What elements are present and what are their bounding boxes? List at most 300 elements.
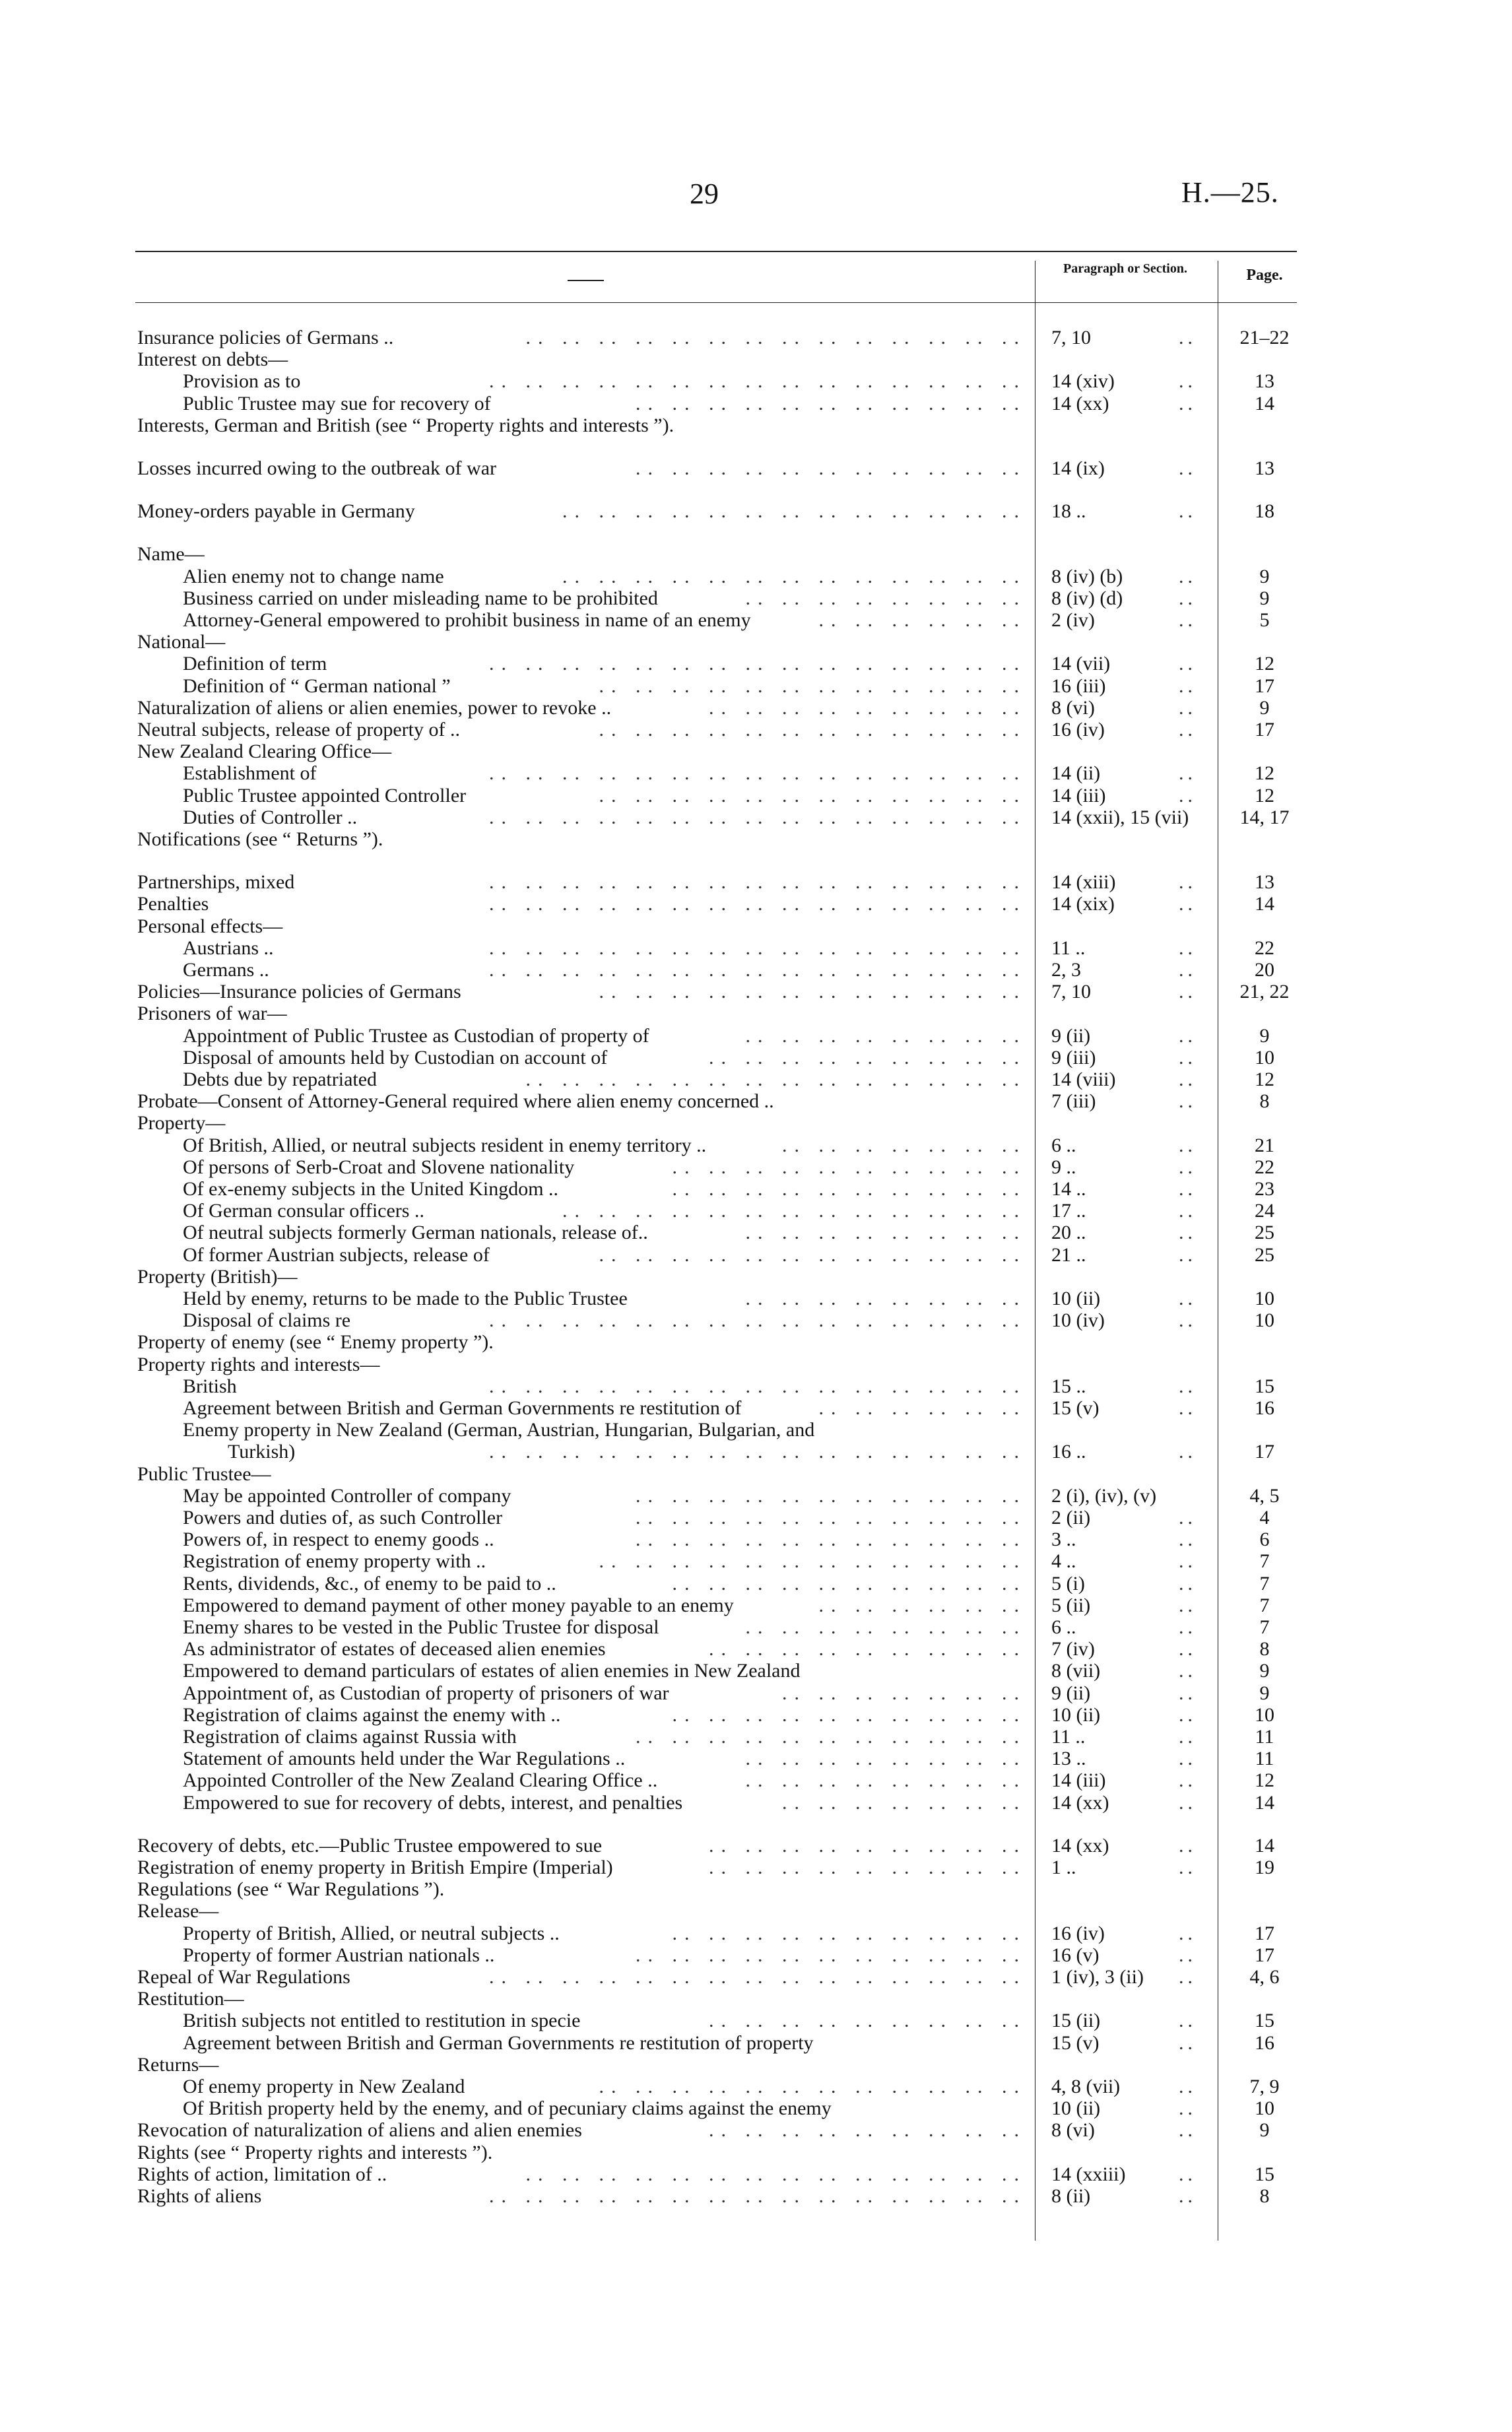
- entry-label: Held by enemy, returns to be made to the Public Trustee: [183, 1288, 628, 1309]
- entry-label: Definition of term: [183, 653, 327, 674]
- leader-dots: .. .. .. .. .. .. .. .. ..: [709, 2010, 1026, 2031]
- entry-label: Statement of amounts held under the War Regulations ..: [183, 1748, 626, 1769]
- entry-paragraph: 15 ..: [1051, 1375, 1086, 1397]
- leader-dots: .. .. .. .. .. .. .. .. .. .. ..: [636, 1485, 1026, 1507]
- entry-page: 18: [1255, 500, 1274, 522]
- leader-dots: .. .. .. .. .. .. .. .. .. ..: [672, 1573, 1026, 1594]
- leader-dots: ..: [1179, 457, 1197, 479]
- leader-dots: .. .. .. .. .. .. ..: [782, 1792, 1026, 1814]
- index-entry: [0, 1156, 1512, 1178]
- entry-paragraph: 14 (xx): [1051, 1835, 1109, 1857]
- entry-page: 21: [1255, 1134, 1274, 1156]
- leader-dots: .. .. .. .. .. .. .. .. .. .. ..: [636, 1528, 1026, 1550]
- index-entry: [0, 1134, 1512, 1156]
- entry-label: Of British property held by the enemy, and of pecuniary claims against the enemy: [183, 2097, 832, 2119]
- leader-dots: ..: [1179, 393, 1197, 414]
- entry-label: Of British, Allied, or neutral subjects resident in enemy territory ..: [183, 1134, 707, 1156]
- leader-dots: .. .. .. .. .. .. .. .. ..: [709, 1047, 1026, 1068]
- leader-dots: ..: [1179, 697, 1197, 719]
- entry-paragraph: 9 ..: [1051, 1156, 1076, 1178]
- index-entry: [0, 871, 1512, 893]
- entry-paragraph: 15 (v): [1051, 1397, 1100, 1419]
- entry-page: 15: [1255, 2163, 1274, 2185]
- index-entry: [0, 1966, 1512, 1988]
- entry-label: Property—: [137, 1112, 226, 1134]
- entry-label: Public Trustee may sue for recovery of: [183, 393, 491, 414]
- index-entry: [0, 981, 1512, 1002]
- leader-dots: .. .. .. .. .. .. .. ..: [745, 1025, 1026, 1047]
- index-entry: [0, 1112, 1512, 1134]
- entry-label: Losses incurred owing to the outbreak of war: [137, 457, 497, 479]
- entry-label: Rights of action, limitation of ..: [137, 2163, 387, 2185]
- leader-dots: .. .. .. .. .. .. .. .. ..: [709, 1835, 1026, 1857]
- entry-label: Alien enemy not to change name: [183, 566, 444, 587]
- entry-label: Property of British, Allied, or neutral subjects ..: [183, 1923, 560, 1944]
- entry-paragraph: 10 (ii): [1051, 1288, 1101, 1309]
- leader-dots: ..: [1179, 1748, 1197, 1769]
- entry-label: Of ex-enemy subjects in the United Kingdom ..: [183, 1178, 559, 1200]
- entry-paragraph: 8 (ii): [1051, 2185, 1091, 2207]
- leader-dots: .. .. .. .. .. .. .. .. .. .. .. .. .. ..: [525, 1068, 1026, 1090]
- entry-page: 10: [1255, 2097, 1274, 2119]
- leader-dots: .. .. .. .. .. .. .. .. .. .. .. .. .. .. ..: [489, 653, 1026, 674]
- index-entry: [0, 1441, 1512, 1462]
- entry-page: 15: [1255, 2010, 1274, 2031]
- entry-label: Appointment of Public Trustee as Custodian of property of: [183, 1025, 649, 1047]
- leader-dots: ..: [1179, 959, 1197, 981]
- leader-dots: .. .. .. .. .. .. .. .. .. .. .. .. ..: [562, 566, 1026, 587]
- entry-paragraph: 6 ..: [1051, 1134, 1076, 1156]
- leader-dots: .. .. .. .. .. .. .. .. .. .. .. .. .. .. ..: [489, 1309, 1026, 1331]
- index-entry: [0, 1068, 1512, 1090]
- index-entry: [0, 1878, 1512, 1900]
- entry-label: Attorney-General empowered to prohibit business in name of an enemy: [183, 609, 751, 631]
- index-entry: [0, 828, 1512, 850]
- entry-page: 19: [1255, 1857, 1274, 1878]
- entry-paragraph: 16 (iv): [1051, 719, 1105, 740]
- entry-page: 22: [1255, 937, 1274, 959]
- index-entry: [0, 2076, 1512, 2097]
- entry-paragraph: 21 ..: [1051, 1244, 1086, 1266]
- index-entry: [0, 2142, 1512, 2163]
- leader-dots: .. .. .. .. .. .. .. .. .. .. .. .. .. .. ..: [489, 937, 1026, 959]
- leader-dots: ..: [1179, 566, 1197, 587]
- entry-paragraph: 20 ..: [1051, 1222, 1086, 1243]
- entry-page: 22: [1255, 1156, 1274, 1178]
- entry-page: 16: [1255, 1397, 1274, 1419]
- entry-paragraph: 14 (xiii): [1051, 871, 1116, 893]
- entry-label: Business carried on under misleading name to be prohibited: [183, 587, 658, 609]
- entry-label: Empowered to demand particulars of estates of alien enemies in New Zealand: [183, 1660, 801, 1682]
- entry-page: 9: [1259, 1682, 1270, 1704]
- entry-page: 10: [1255, 1047, 1274, 1068]
- leader-dots: ..: [1179, 2010, 1197, 2031]
- leader-dots: .. .. .. .. .. .. .. .. ..: [709, 697, 1026, 719]
- index-entry: [0, 327, 1512, 348]
- index-entry: [0, 587, 1512, 609]
- entry-paragraph: 14 (xiv): [1051, 370, 1115, 392]
- leader-dots: .. .. .. .. .. .. .. .. .. .. .. .. .. .. ..: [489, 1375, 1026, 1397]
- index-entry: [0, 500, 1512, 522]
- index-entry: [0, 2097, 1512, 2119]
- page-number: 29: [690, 178, 719, 210]
- leader-dots: ..: [1179, 1090, 1197, 1112]
- entry-paragraph: 14 (xxii), 15 (vii): [1051, 806, 1189, 828]
- entry-label: Public Trustee appointed Controller: [183, 785, 467, 806]
- index-entry: [0, 1507, 1512, 1528]
- entry-paragraph: 6 ..: [1051, 1616, 1076, 1638]
- entry-label: Registration of claims against the enemy with ..: [183, 1704, 561, 1726]
- leader-dots: ..: [1179, 937, 1197, 959]
- leader-dots: ..: [1179, 1769, 1197, 1791]
- entry-label: Policies—Insurance policies of Germans: [137, 981, 461, 1002]
- entry-page: 14: [1255, 393, 1274, 414]
- leader-dots: .. .. .. .. .. .. .. ..: [745, 1222, 1026, 1243]
- entry-paragraph: 8 (vii): [1051, 1660, 1101, 1682]
- entry-paragraph: 16 (iii): [1051, 675, 1106, 697]
- entry-page: 5: [1259, 609, 1270, 631]
- leader-dots: ..: [1179, 871, 1197, 893]
- leader-dots: .. .. .. .. .. .. .. .. .. .. ..: [636, 393, 1026, 414]
- entry-page: 6: [1259, 1528, 1270, 1550]
- leader-dots: .. .. .. .. .. .. .. .. .. .. .. ..: [599, 785, 1026, 806]
- entry-label: Personal effects—: [137, 915, 283, 937]
- entry-label: Of persons of Serb-Croat and Slovene nationality: [183, 1156, 575, 1178]
- leader-dots: .. .. .. .. .. .. .. .. .. ..: [672, 1923, 1026, 1944]
- index-entry: [0, 2054, 1512, 2076]
- entry-label: Enemy shares to be vested in the Public Trustee for disposal: [183, 1616, 659, 1638]
- entry-page: 11: [1255, 1748, 1274, 1769]
- index-entry: [0, 1594, 1512, 1616]
- index-entry: [0, 1835, 1512, 1857]
- leader-dots: ..: [1179, 1375, 1197, 1397]
- index-entry: [0, 719, 1512, 740]
- entry-paragraph: 14 (iii): [1051, 785, 1106, 806]
- index-entry: [0, 959, 1512, 981]
- index-entry: [0, 2119, 1512, 2141]
- index-entry: [0, 1047, 1512, 1068]
- leader-dots: .. .. .. .. .. .. .. ..: [745, 1769, 1026, 1791]
- entry-paragraph: 11 ..: [1051, 1726, 1086, 1748]
- column-header-paragraph: Paragraph or Section.: [1063, 261, 1187, 276]
- entry-page: 7: [1259, 1550, 1270, 1572]
- entry-paragraph: 16 (v): [1051, 1944, 1100, 1966]
- entry-paragraph: 14 (xx): [1051, 1792, 1109, 1814]
- entry-page: 23: [1255, 1178, 1274, 1200]
- entry-label: Property of enemy (see “ Enemy property ”).: [137, 1331, 494, 1353]
- entry-label: Appointed Controller of the New Zealand Clearing Office ..: [183, 1769, 658, 1791]
- entry-label: Agreement between British and German Governments re restitution of: [183, 1397, 742, 1419]
- entry-label: Rents, dividends, &c., of enemy to be paid to ..: [183, 1573, 556, 1594]
- entry-paragraph: 15 (v): [1051, 2032, 1100, 2054]
- entry-page: 20: [1255, 959, 1274, 981]
- entry-label: Property rights and interests—: [137, 1354, 380, 1375]
- entry-label: As administrator of estates of deceased alien enemies: [183, 1638, 606, 1660]
- index-entry: [0, 1528, 1512, 1550]
- leader-dots: ..: [1179, 981, 1197, 1002]
- leader-dots: .. .. .. .. .. .. .. .. .. .. ..: [636, 457, 1026, 479]
- index-entry: [0, 1025, 1512, 1047]
- index-entry: [0, 414, 1512, 436]
- entry-page: 17: [1255, 1923, 1274, 1944]
- entry-page: 14: [1255, 1835, 1274, 1857]
- index-entry: [0, 1704, 1512, 1726]
- entry-label: Of former Austrian subjects, release of: [183, 1244, 490, 1266]
- series-code: H.—25.: [1181, 176, 1279, 209]
- leader-dots: ..: [1179, 1792, 1197, 1814]
- index-entry: [0, 1178, 1512, 1200]
- entry-page: 17: [1255, 675, 1274, 697]
- leader-dots: ..: [1179, 1550, 1197, 1572]
- leader-dots: ..: [1179, 1200, 1197, 1222]
- leader-dots: .. .. .. .. .. .. .. .. ..: [709, 1638, 1026, 1660]
- entry-page: 4, 6: [1249, 1966, 1280, 1988]
- entry-paragraph: 2, 3: [1051, 959, 1081, 981]
- entry-label: Recovery of debts, etc.—Public Trustee empowered to sue: [137, 1835, 603, 1857]
- entry-label: British subjects not entitled to restitution in specie: [183, 2010, 581, 2031]
- index-entry: [0, 1354, 1512, 1375]
- leader-dots: ..: [1179, 2163, 1197, 2185]
- leader-dots: ..: [1179, 1441, 1197, 1462]
- entry-paragraph: 9 (ii): [1051, 1682, 1091, 1704]
- entry-label: Of neutral subjects formerly German nationals, release of..: [183, 1222, 648, 1243]
- entry-label: Establishment of: [183, 762, 317, 784]
- entry-paragraph: 2 (i), (iv), (v): [1051, 1485, 1157, 1507]
- index-entry: [0, 1638, 1512, 1660]
- entry-page: 15: [1255, 1375, 1274, 1397]
- leader-dots: .. .. .. .. .. .. .. .. .. .. .. .. .. .. ..: [489, 1441, 1026, 1462]
- leader-dots: ..: [1179, 1616, 1197, 1638]
- entry-label: Powers and duties of, as such Controller: [183, 1507, 503, 1528]
- entry-paragraph: 4, 8 (vii): [1051, 2076, 1121, 2097]
- leader-dots: ..: [1179, 1573, 1197, 1594]
- entry-paragraph: 10 (iv): [1051, 1309, 1105, 1331]
- leader-dots: .. .. .. .. .. .. .. .. .. .. .. ..: [599, 981, 1026, 1002]
- entry-paragraph: 10 (ii): [1051, 1704, 1101, 1726]
- entry-paragraph: 16 ..: [1051, 1441, 1086, 1462]
- entry-label: Rights (see “ Property rights and interests ”).: [137, 2142, 493, 2163]
- entry-label: Naturalization of aliens or alien enemies, power to revoke ..: [137, 697, 612, 719]
- entry-paragraph: 7 (iv): [1051, 1638, 1095, 1660]
- entry-page: 10: [1255, 1309, 1274, 1331]
- entry-label: New Zealand Clearing Office—: [137, 740, 392, 762]
- entry-label: Insurance policies of Germans ..: [137, 327, 394, 348]
- index-entry: [0, 393, 1512, 414]
- entry-label: Property (British)—: [137, 1266, 298, 1288]
- entry-label: Powers of, in respect to enemy goods ..: [183, 1528, 494, 1550]
- top-rule: [135, 251, 1297, 252]
- entry-label: Repeal of War Regulations: [137, 1966, 350, 1988]
- index-entry: [0, 1266, 1512, 1288]
- index-entry: [0, 1682, 1512, 1704]
- entry-label: Penalties: [137, 893, 209, 915]
- entry-paragraph: 9 (ii): [1051, 1025, 1091, 1047]
- leader-dots: ..: [1179, 2185, 1197, 2207]
- entry-paragraph: 14 (ii): [1051, 762, 1101, 784]
- entry-label: May be appointed Controller of company: [183, 1485, 511, 1507]
- index-entry: [0, 609, 1512, 631]
- index-entry: [0, 806, 1512, 828]
- leader-dots: .. .. .. .. .. .. .. .. .. .. .. .. .. .. ..: [489, 762, 1026, 784]
- leader-dots: .. .. .. .. .. .. .. .. .. .. .. .. .. .. ..: [489, 871, 1026, 893]
- entry-paragraph: 1 ..: [1051, 1857, 1076, 1878]
- entry-label: Of German consular officers ..: [183, 1200, 424, 1222]
- entry-page: 10: [1255, 1288, 1274, 1309]
- leader-dots: ..: [1179, 1134, 1197, 1156]
- leader-dots: .. .. .. .. .. .. .. .. .. ..: [672, 1156, 1026, 1178]
- leader-dots: ..: [1179, 1726, 1197, 1748]
- entry-page: 12: [1255, 653, 1274, 674]
- entry-page: 14: [1255, 1792, 1274, 1814]
- entry-paragraph: 5 (ii): [1051, 1594, 1091, 1616]
- entry-paragraph: 5 (i): [1051, 1573, 1085, 1594]
- leader-dots: ..: [1179, 327, 1197, 348]
- leader-dots: ..: [1179, 1966, 1197, 1988]
- entry-page: 16: [1255, 2032, 1274, 2054]
- entry-paragraph: 3 ..: [1051, 1528, 1076, 1550]
- entry-label: Disposal of claims re: [183, 1309, 351, 1331]
- entry-label: Empowered to demand payment of other money payable to an enemy: [183, 1594, 734, 1616]
- index-entry: [0, 1397, 1512, 1419]
- index-entry: [0, 1900, 1512, 1922]
- entry-page: 7: [1259, 1573, 1270, 1594]
- leader-dots: ..: [1179, 1025, 1197, 1047]
- leader-dots: ..: [1179, 762, 1197, 784]
- entry-label: Of enemy property in New Zealand: [183, 2076, 465, 2097]
- index-entry: [0, 653, 1512, 674]
- entry-page: 21, 22: [1239, 981, 1290, 1002]
- leader-dots: ..: [1179, 1507, 1197, 1528]
- entry-label: Austrians ..: [183, 937, 274, 959]
- entry-page: 25: [1255, 1222, 1274, 1243]
- entry-paragraph: 14 (iii): [1051, 1769, 1106, 1791]
- entry-label: British: [183, 1375, 237, 1397]
- entry-paragraph: 9 (iii): [1051, 1047, 1096, 1068]
- entry-page: 8: [1259, 2185, 1270, 2207]
- entry-page: 9: [1259, 566, 1270, 587]
- leader-dots: ..: [1179, 1638, 1197, 1660]
- leader-dots: ..: [1179, 1857, 1197, 1878]
- leader-dots: ..: [1179, 1835, 1197, 1857]
- entry-label: Debts due by repatriated: [183, 1068, 378, 1090]
- entry-paragraph: 10 (ii): [1051, 2097, 1101, 2119]
- index-entry: [0, 348, 1512, 370]
- index-entry: [0, 1331, 1512, 1353]
- entry-label: Turkish): [228, 1441, 296, 1462]
- entry-page: 17: [1255, 1441, 1274, 1462]
- index-entry: [0, 1375, 1512, 1397]
- entry-label: Prisoners of war—: [137, 1002, 287, 1024]
- entry-paragraph: 18 ..: [1051, 500, 1086, 522]
- entry-paragraph: 17 ..: [1051, 1200, 1086, 1222]
- leader-dots: ..: [1179, 1528, 1197, 1550]
- leader-dots: ..: [1179, 1178, 1197, 1200]
- leader-dots: .. .. .. .. .. .. .. .. .. .. .. .. ..: [562, 1200, 1026, 1222]
- entry-paragraph: 4 ..: [1051, 1550, 1076, 1572]
- index-entry: [0, 893, 1512, 915]
- leader-dots: ..: [1179, 1397, 1197, 1419]
- entry-label: Revocation of naturalization of aliens and alien enemies: [137, 2119, 582, 2141]
- leader-dots: .. .. .. .. .. ..: [818, 1594, 1026, 1616]
- leader-dots: .. .. .. .. .. .. ..: [782, 1682, 1026, 1704]
- leader-dots: .. .. .. .. .. ..: [818, 1397, 1026, 1419]
- entry-paragraph: 14 (ix): [1051, 457, 1105, 479]
- leader-dots: .. .. .. .. .. .. .. .. .. .. ..: [636, 1507, 1026, 1528]
- entry-page: 7: [1259, 1616, 1270, 1638]
- leader-dots: .. .. .. .. .. .. .. ..: [745, 1748, 1026, 1769]
- entry-paragraph: 2 (iv): [1051, 609, 1095, 631]
- leader-dots: .. .. .. .. .. .. .. .. .. ..: [672, 1178, 1026, 1200]
- index-entry: [0, 785, 1512, 806]
- leader-dots: ..: [1179, 1704, 1197, 1726]
- entry-label: Empowered to sue for recovery of debts, interest, and penalties: [183, 1792, 683, 1814]
- leader-dots: .. .. .. .. .. .. .. .. .. .. .. .. .. ..: [525, 327, 1026, 348]
- index-entry: [0, 1923, 1512, 1944]
- leader-dots: .. .. .. .. .. .. ..: [782, 1134, 1026, 1156]
- index-entry: [0, 1573, 1512, 1594]
- entry-label: Appointment of, as Custodian of property of prisoners of war: [183, 1682, 669, 1704]
- index-entry: [0, 1463, 1512, 1485]
- entry-page: 7, 9: [1249, 2076, 1280, 2097]
- leader-dots: .. .. .. .. .. .. .. .. .. .. .. ..: [599, 675, 1026, 697]
- entry-page: 9: [1259, 2119, 1270, 2141]
- index-entry: [0, 740, 1512, 762]
- entry-page: 8: [1259, 1090, 1270, 1112]
- index-entry: [0, 1222, 1512, 1243]
- index-entry: [0, 697, 1512, 719]
- entry-page: 4, 5: [1249, 1485, 1280, 1507]
- leader-dots: ..: [1179, 719, 1197, 740]
- entry-page: 10: [1255, 1704, 1274, 1726]
- index-entry: [0, 1988, 1512, 2010]
- entry-paragraph: 8 (vi): [1051, 697, 1095, 719]
- entry-label: Returns—: [137, 2054, 219, 2076]
- entry-paragraph: 7, 10: [1051, 327, 1091, 348]
- leader-dots: ..: [1179, 1047, 1197, 1068]
- leader-dots: .. .. .. .. .. .. .. .. .. .. .. ..: [599, 1550, 1026, 1572]
- leader-dots: .. .. .. .. .. .. .. .. .. .. .. .. .. .. ..: [489, 2185, 1026, 2207]
- entry-page: 12: [1255, 1769, 1274, 1791]
- entry-label: Disposal of amounts held by Custodian on account of: [183, 1047, 608, 1068]
- leader-dots: ..: [1179, 785, 1197, 806]
- header-rule: [135, 302, 1297, 303]
- index-entry: [0, 915, 1512, 937]
- entry-page: 12: [1255, 762, 1274, 784]
- leader-dots: ..: [1179, 1682, 1197, 1704]
- entry-page: 9: [1259, 1660, 1270, 1682]
- leader-dots: .. .. .. .. .. .. .. .. .. .. .. .. .. .. ..: [489, 959, 1026, 981]
- entry-label: Interests, German and British (see “ Property rights and interests ”).: [137, 414, 674, 436]
- leader-dots: .. .. .. .. .. .. .. .. .. .. .. .. .. .. ..: [489, 806, 1026, 828]
- leader-dots: ..: [1179, 609, 1197, 631]
- entry-page: 9: [1259, 1025, 1270, 1047]
- index-entry: [0, 1550, 1512, 1572]
- entry-paragraph: 16 (iv): [1051, 1923, 1105, 1944]
- index-entry: [0, 2163, 1512, 2185]
- column-dash: [568, 280, 604, 281]
- index-entry: [0, 1419, 1512, 1441]
- entry-paragraph: 14 (xx): [1051, 393, 1109, 414]
- entry-page: 11: [1255, 1726, 1274, 1748]
- index-entry: [0, 1288, 1512, 1309]
- entry-label: Partnerships, mixed: [137, 871, 295, 893]
- entry-label: Registration of enemy property in British Empire (Imperial): [137, 1857, 613, 1878]
- index-entry: [0, 1002, 1512, 1024]
- index-entry: [0, 1616, 1512, 1638]
- index-entry: [0, 1200, 1512, 1222]
- entry-page: 17: [1255, 719, 1274, 740]
- entry-label: Provision as to: [183, 370, 301, 392]
